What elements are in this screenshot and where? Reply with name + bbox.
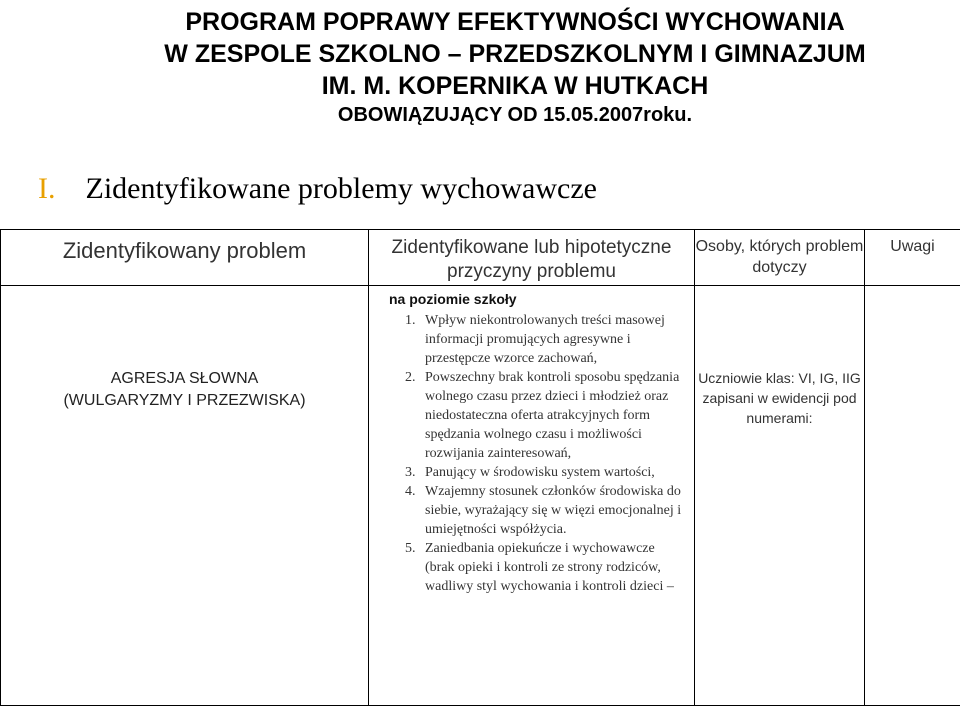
section-title: Zidentyfikowane problemy wychowawcze	[86, 172, 597, 205]
notes-cell	[865, 286, 960, 706]
table-row	[1, 286, 960, 706]
cause-text: Wzajemny stosunek członków środowiska do siebie, wyrażający się w więzi emocjonalnej i umiejętności współżycia.	[425, 482, 684, 539]
cause-text: Wpływ niekontrolowanych treści masowej informacji promujących agresywne i przestępcze wzorce zachowań,	[425, 311, 684, 368]
title-line-4: OBOWIĄZUJĄCY OD 15.05.2007roku.	[60, 102, 960, 128]
cause-text: Panujący w środowisku system wartości,	[425, 463, 684, 482]
title-line-1: PROGRAM POPRAWY EFEKTYWNOŚCI WYCHOWANIA	[60, 6, 960, 38]
cause-number: 5.	[405, 539, 425, 596]
cause-number: 1.	[405, 311, 425, 368]
header-persons: Osoby, których problem dotyczy	[695, 230, 864, 278]
cause-number: 2.	[405, 368, 425, 463]
cause-text: Zaniedbania opiekuńcze i wychowawcze (brak opieki i kontroli ze strony rodziców, wadliwy styl wychowania i kontroli dzieci –	[425, 539, 684, 596]
persons-cell	[695, 286, 865, 706]
problems-table	[0, 229, 960, 706]
header-notes: Uwagi	[865, 230, 960, 257]
header-causes-cell	[369, 230, 695, 286]
title-line-3: IM. M. KOPERNIKA W HUTKACH	[60, 70, 960, 102]
section-heading	[38, 172, 597, 206]
header-problem-cell	[1, 230, 369, 286]
section-number: I.	[38, 172, 56, 205]
cause-item	[405, 539, 684, 596]
problem-cell	[1, 286, 369, 706]
cause-item	[405, 463, 684, 482]
table-header-row	[1, 230, 960, 286]
header-problem: Zidentyfikowany problem	[1, 230, 368, 264]
cause-number: 3.	[405, 463, 425, 482]
header-persons-cell	[695, 230, 865, 286]
cause-text: Powszechny brak kontroli sposobu spędzania wolnego czasu przez dzieci i młodzież oraz niedostateczna oferta atrakcyjnych form spędzania wolnego czasu i możliwości rozwijania zainteresowań,	[425, 368, 684, 463]
header-notes-cell	[865, 230, 960, 286]
cause-item	[405, 368, 684, 463]
document-title	[60, 6, 960, 128]
cause-number: 4.	[405, 482, 425, 539]
header-causes: Zidentyfikowane lub hipotetyczne przyczyny problemu	[369, 230, 694, 284]
problem-detail: (WULGARYZMY I PRZEZWISKA)	[1, 390, 368, 412]
level-label: na poziomie szkoły	[389, 290, 684, 309]
cause-item	[405, 311, 684, 368]
persons-text: Uczniowie klas: VI, IG, IIG zapisani w ewidencji pod numerami:	[695, 368, 864, 428]
causes-cell	[369, 286, 695, 706]
problem-name: AGRESJA SŁOWNA	[1, 368, 368, 390]
cause-item	[405, 482, 684, 539]
title-line-2: W ZESPOLE SZKOLNO – PRZEDSZKOLNYM I GIMNAZJUM	[60, 38, 960, 70]
